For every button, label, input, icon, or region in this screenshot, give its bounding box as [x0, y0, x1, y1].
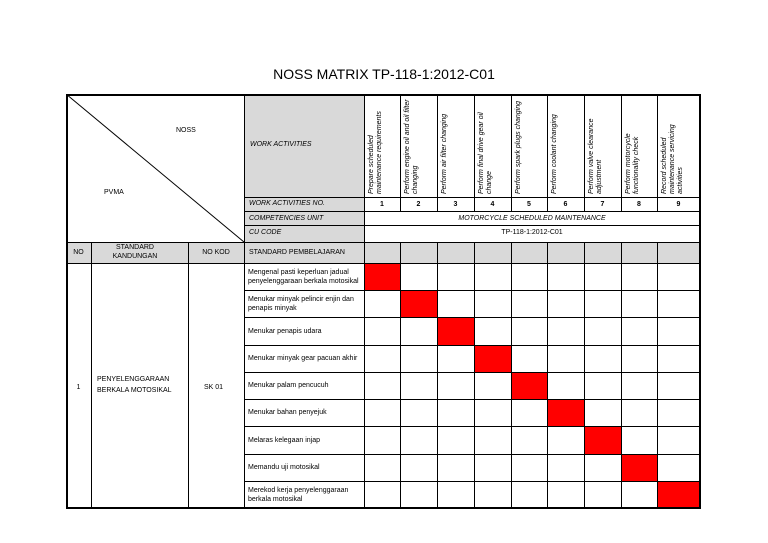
page-title: NOSS MATRIX TP-118-1:2012-C01 — [273, 66, 495, 82]
standard-pembelajaran-item: Menukar palam pencucuh — [248, 382, 329, 389]
activity-mark — [547, 399, 584, 426]
activity-mark — [657, 481, 700, 508]
standard-pembelajaran-item: Mengenal pasti keperluan jadual penyelenggaraan berkala motosikal — [248, 268, 359, 285]
activity-header-6: Perform coolant changing — [551, 114, 558, 194]
col-standard-pembelajaran-header: STANDARD PEMBELAJARAN — [249, 249, 345, 256]
grid-line — [244, 94, 245, 509]
noss-label: NOSS — [176, 127, 196, 134]
grid-line — [188, 242, 189, 509]
grid-line — [511, 94, 512, 212]
activity-number-8: 8 — [637, 201, 641, 208]
competencies-unit-label: COMPETENCIES UNIT — [249, 215, 324, 222]
row-no-kod: SK 01 — [204, 384, 224, 391]
grid-line — [66, 263, 701, 264]
row-no: 1 — [76, 384, 81, 391]
grid-line — [400, 94, 401, 212]
grid-line — [657, 242, 658, 509]
col-no-kod-header: NO KOD — [202, 249, 230, 256]
activity-header-9: Record scheduled maintenance servicing activities — [661, 124, 684, 194]
grid-line — [584, 242, 585, 509]
activity-number-1: 1 — [380, 201, 384, 208]
activity-number-2: 2 — [416, 201, 421, 208]
corner-diagonal — [66, 94, 244, 242]
grid-line — [364, 94, 365, 509]
grid-line — [437, 242, 438, 509]
grid-line — [91, 242, 92, 509]
row-standard-kandungan: PENYELENGGARAAN BERKALA MOTOSIKAL — [97, 376, 172, 394]
activity-mark — [364, 263, 400, 290]
activity-number-6: 6 — [563, 201, 568, 208]
standard-pembelajaran-item: Merekod kerja penyelenggaraan berkala motosikal — [248, 486, 349, 503]
activity-header-7: Perform valve clearance adjustment — [588, 118, 603, 194]
col-standard-kandungan-header: STANDARD KANDUNGAN — [112, 244, 158, 260]
work-activities-no-label: WORK ACTIVITIES NO. — [249, 200, 325, 207]
standard-pembelajaran-item: Menukar minyak pelincir enjin dan penapis minyak — [248, 295, 354, 312]
grid-line — [474, 242, 475, 509]
grid-line — [547, 242, 548, 509]
grid-line — [244, 225, 701, 226]
grid-line — [621, 242, 622, 509]
standard-pembelajaran-item: Memandu uji motosikal — [248, 464, 320, 471]
grid-line — [244, 197, 701, 198]
activity-header-4: Perform final drive gear oil change — [478, 112, 493, 194]
grid-line — [437, 94, 438, 212]
competencies-unit-value: MOTORCYCLE SCHEDULED MAINTENANCE — [458, 215, 606, 222]
activity-header-8: Perform motorcycle functionality check — [625, 133, 640, 194]
col-no-header: NO — [73, 249, 84, 256]
activity-mark — [474, 345, 511, 372]
activity-header-5: Perform spark plugs changing — [515, 101, 522, 194]
activity-header-1: Prepare scheduled maintenance requirements — [368, 111, 383, 194]
standard-pembelajaran-item: Menukar penapis udara — [248, 327, 322, 335]
standard-pembelajaran-item: Menukar bahan penyejuk — [248, 409, 327, 416]
pvma-label: PVMA — [104, 189, 124, 196]
activity-number-4: 4 — [490, 201, 495, 208]
standard-pembelajaran-item: Melaras kelegaan injap — [248, 436, 320, 444]
cu-code-value: TP-118-1:2012-C01 — [501, 229, 563, 236]
activity-mark — [400, 290, 437, 317]
grid-line — [657, 94, 658, 212]
activity-mark — [437, 317, 474, 345]
cu-code-label: CU CODE — [249, 229, 282, 236]
grid-line — [400, 242, 401, 509]
grid-line — [511, 242, 512, 509]
table-border-bottom — [66, 508, 701, 509]
activity-header-2: Perform engine oil and oil filter changing — [404, 99, 419, 194]
activity-mark — [511, 372, 547, 399]
table-border-right — [699, 94, 700, 509]
grid-line — [621, 94, 622, 212]
activity-number-5: 5 — [527, 201, 531, 208]
activity-number-3: 3 — [453, 201, 458, 208]
grid-line — [474, 94, 475, 212]
activity-number-9: 9 — [676, 201, 681, 208]
table-border-right — [700, 94, 701, 509]
work-activities-label: WORK ACTIVITIES — [250, 141, 312, 148]
activity-header-3: Perform air filter changing — [441, 113, 448, 194]
activity-number-7: 7 — [600, 201, 605, 208]
grid-line — [547, 94, 548, 212]
activity-mark — [584, 426, 621, 454]
table-border-bottom — [66, 507, 701, 508]
grid-line — [244, 211, 701, 212]
standard-pembelajaran-item: Menukar minyak gear pacuan akhir — [248, 355, 358, 362]
activity-mark — [621, 454, 657, 481]
grid-line — [584, 94, 585, 212]
